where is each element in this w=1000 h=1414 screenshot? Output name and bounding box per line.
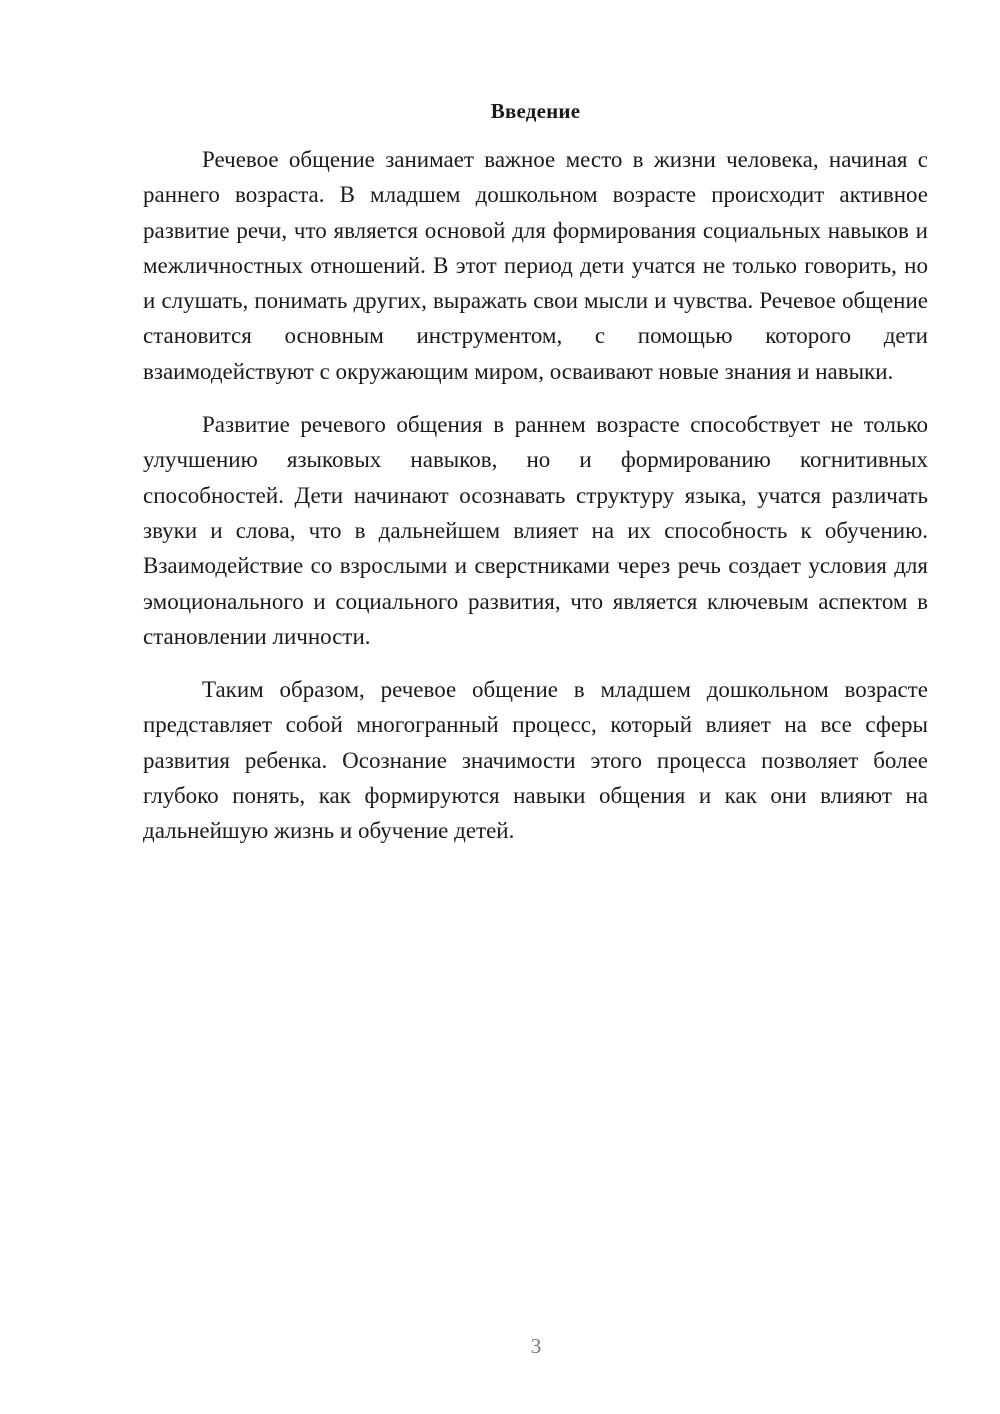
page-title: Введение bbox=[490, 99, 581, 123]
document-body bbox=[143, 96, 928, 849]
paragraph-intro: Речевое общение занимает важное место в жизни человека, начиная с раннего возраста. В младшем дошкольном возрасте происходит активное развитие речи, что является основой для формирования социальных навыков и межличностных отношений. В этот период дети учатся не только говорить, но и слушать, понимать других, выражать свои мысли и чувства. Речевое общение становится основным инструментом, с помощью которого дети взаимодействуют с окружающим миром, осваивают новые знания и навыки. bbox=[143, 147, 928, 384]
page-number: 3 bbox=[530, 1334, 542, 1358]
paragraph-development: Развитие речевого общения в раннем возрасте способствует не только улучшению языковых навыков, но и формированию когнитивных способностей. Дети начинают осознавать структуру языка, учатся различать звуки и слова, что в дальнейшем влияет на их способность к обучению. Взаимодействие со взрослыми и сверстниками через речь создает условия для эмоционального и социального развития, что является ключевым аспектом в становлении личности. bbox=[143, 412, 928, 649]
paragraph-conclusion: Таким образом, речевое общение в младшем дошкольном возрасте представляет собой многогранный процесс, который влияет на все сферы развития ребенка. Осознание значимости этого процесса позволяет более глубоко понять, как формируются навыки общения и как они влияют на дальнейшую жизнь и обучение детей. bbox=[143, 677, 928, 844]
